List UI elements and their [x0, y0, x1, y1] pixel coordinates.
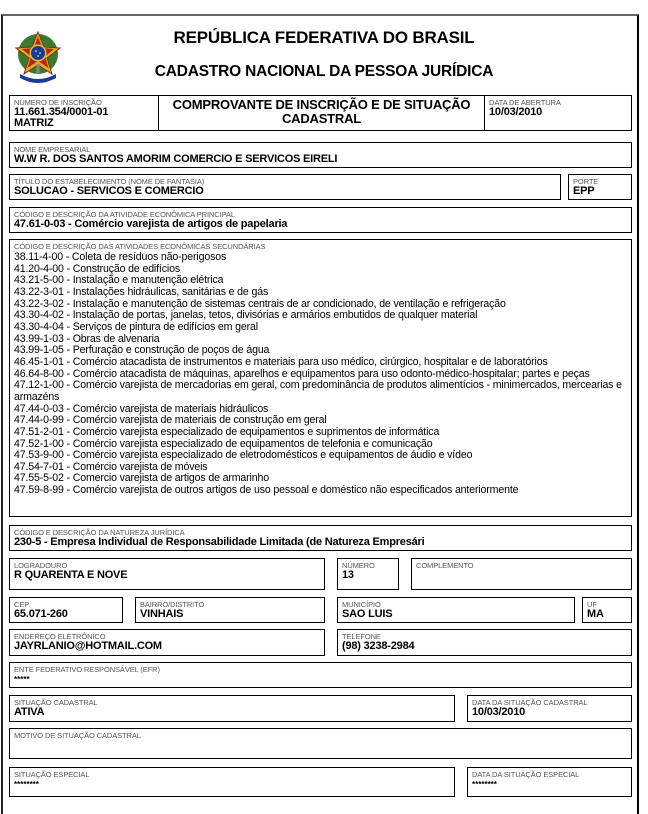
logradouro-value: R QUARENTA E NOVE — [14, 569, 128, 581]
atividade-secundaria-item: 47.54-7-01 - Comércio varejista de móveis — [14, 460, 208, 473]
inscricao-number: 11.661.354/0001-01 — [14, 106, 109, 118]
logradouro-box — [9, 558, 325, 590]
abertura-label: DATA DE ABERTURA — [489, 98, 561, 107]
atividade-secundaria-item: 47.53-9-00 - Comércio varejista especializado de eletrodomésticos e equipamentos de áudio e vídeo — [14, 449, 473, 462]
data-situacao-label: DATA DA SITUAÇÃO CADASTRAL — [472, 698, 588, 707]
municipio-value: SAO LUIS — [342, 608, 393, 620]
situacao-label: SITUAÇÃO CADASTRAL — [14, 698, 98, 707]
situacao-especial-value: ******** — [14, 780, 39, 789]
situacao-box — [9, 695, 455, 722]
porte-label: PORTE — [573, 177, 599, 186]
data-situacao-especial-value: ******** — [472, 780, 497, 789]
email-value: JAYRLANIO@HOTMAIL.COM — [14, 640, 162, 652]
logradouro-label: LOGRADOURO — [14, 561, 68, 570]
complemento-label: COMPLEMENTO — [416, 561, 474, 570]
titulo-box — [9, 174, 561, 200]
data-situacao-value: 10/03/2010 — [472, 706, 526, 718]
telefone-value: (98) 3238-2984 — [342, 640, 415, 652]
numero-label: NÚMERO — [342, 561, 375, 570]
telefone-box — [337, 629, 632, 656]
atividade-secundaria-item: 47.51-2-01 - Comércio varejista especializado de equipamentos e suprimentos de informática — [14, 425, 440, 438]
atividade-secundaria-item: 47.44-0-03 - Comércio varejista de materiais hidráulicos — [14, 402, 269, 415]
email-label: ENDEREÇO ELETRÔNICO — [14, 632, 106, 641]
page-title: REPÚBLICA FEDERATIVA DO BRASIL — [173, 28, 475, 47]
email-box — [9, 629, 325, 656]
atividade-secundaria-item: 43.30-4-04 - Serviços de pintura de edifícios em geral — [14, 320, 258, 333]
abertura-value: 10/03/2010 — [489, 106, 543, 118]
atividade-secundaria-item: 43.22-3-02 - Instalação e manutenção de sistemas centrais de ar condicionado, de ventilação e refrigeração — [14, 297, 506, 310]
situacao-especial-label: SITUAÇÃO ESPECIAL — [14, 770, 90, 779]
cep-value: 65.071-260 — [14, 608, 68, 620]
municipio-label: MUNICÍPIO — [342, 600, 381, 609]
atividades-secundarias-box — [9, 239, 632, 517]
atividades-secundarias-label: CÓDIGO E DESCRIÇÃO DAS ATIVIDADES ECONÔMICAS SECUNDÁRIAS — [14, 242, 266, 251]
bairro-label: BAIRRO/DISTRITO — [140, 600, 205, 609]
inscricao-type: MATRIZ — [14, 117, 54, 129]
atividade-secundaria-item: 47.52-1-00 - Comércio varejista especializado de equipamentos de telefonia e comunicação — [14, 437, 433, 450]
porte-value: EPP — [573, 185, 595, 197]
atividade-principal-label: CÓDIGO E DESCRIÇÃO DA ATIVIDADE ECONÔMICA PRINCIPAL — [14, 210, 235, 219]
atividade-secundaria-item: 47.44-0-99 - Comércio varejista de materiais de construção em geral — [14, 414, 327, 427]
natureza-juridica-value: 230-5 - Empresa Individual de Responsabilidade Limitada (de Natureza Empresári — [14, 536, 425, 548]
atividade-secundaria-item: 47.55-5-02 - Comercio varejista de artigos de armarinho — [14, 472, 269, 485]
atividade-principal-value: 47.61-0-03 - Comércio varejista de artigos de papelaria — [14, 218, 288, 230]
natureza-juridica-label: CÓDIGO E DESCRIÇÃO DA NATUREZA JURÍDICA — [14, 528, 185, 537]
telefone-label: TELEFONE — [342, 632, 381, 641]
nome-empresarial-label: NOME EMPRESARIAL — [14, 145, 91, 154]
nome-empresarial-value: W.W R. DOS SANTOS AMORIM COMERCIO E SERVICOS EIRELI — [14, 153, 338, 165]
data-situacao-box — [467, 695, 632, 722]
atividade-secundaria-item: 43.21-5-00 - Instalação e manutenção elétrica — [14, 274, 224, 287]
motivo-box — [9, 728, 632, 759]
data-situacao-especial-box — [467, 767, 632, 797]
bairro-box — [135, 597, 325, 623]
cep-label: CEP — [14, 600, 30, 609]
uf-value: MA — [587, 608, 604, 620]
abertura-box — [484, 95, 632, 131]
motivo-label: MOTIVO DE SITUAÇÃO CADASTRAL — [14, 731, 141, 740]
inscricao-box — [9, 95, 159, 131]
uf-box — [582, 597, 632, 623]
atividade-secundaria-item: 43.99-1-05 - Perfuração e construção de poços de água — [14, 344, 270, 357]
page-subtitle: CADASTRO NACIONAL DA PESSOA JURÍDICA — [154, 63, 494, 80]
atividade-secundaria-item: 47.59-8-99 - Comércio varejista de outros artigos de uso pessoal e doméstico não especificados anteriormente — [14, 484, 519, 497]
atividade-secundaria-item: 43.22-3-01 - Instalações hidráulicas, sanitárias e de gás — [14, 285, 269, 298]
numero-box — [337, 558, 399, 590]
atividades-secundarias-list — [14, 252, 627, 497]
atividade-secundaria-item: 43.30-4-02 - Instalação de portas, janelas, tetos, divisórias e armários embutidos de qualquer material — [14, 309, 478, 322]
uf-label: UF — [587, 600, 597, 609]
comprovante-title-line1: COMPROVANTE DE INSCRIÇÃO E DE SITUAÇÃO — [172, 97, 471, 112]
cep-box — [9, 597, 123, 623]
efr-label: ENTE FEDERATIVO RESPONSÁVEL (EFR) — [14, 665, 160, 674]
complemento-box — [411, 558, 632, 590]
inscricao-label: NÚMERO DE INSCRIÇÃO — [14, 98, 102, 107]
situacao-value: ATIVA — [14, 706, 45, 718]
bairro-value: VINHAIS — [140, 608, 184, 620]
atividade-secundaria-item: 41.20-4-00 - Construção de edifícios — [14, 262, 180, 275]
atividade-secundaria-item: 47.12-1-00 - Comércio varejista de mercadorias em geral, com predominância de produtos alimentícios - minimercados, mercearias e armazéns — [14, 379, 622, 403]
titulo-value: SOLUCAO - SERVICOS E COMERCIO — [14, 185, 204, 197]
atividade-secundaria-item: 38.11-4-00 - Coleta de resíduos não-perigosos — [14, 251, 227, 263]
atividade-secundaria-item: 46.45-1-01 - Comércio atacadista de instrumentos e materiais para uso médico, cirúrgico, hospitalar e de laboratórios — [14, 355, 548, 368]
numero-value: 13 — [342, 569, 354, 581]
atividade-principal-box — [9, 207, 632, 233]
atividade-secundaria-item: 46.64-8-00 - Comércio atacadista de máquinas, aparelhos e equipamentos para uso odonto-médico-hospitalar; partes e peças — [14, 367, 590, 380]
situacao-especial-box — [9, 767, 455, 797]
titulo-label: TÍTULO DO ESTABELECIMENTO (NOME DE FANTASIA) — [14, 177, 205, 186]
natureza-juridica-box — [9, 525, 632, 551]
porte-box — [568, 174, 632, 200]
comprovante-title-line2: CADASTRAL — [281, 111, 362, 126]
comprovante-box — [158, 95, 485, 131]
efr-box — [9, 662, 632, 688]
efr-value: ***** — [14, 675, 30, 684]
data-situacao-especial-label: DATA DA SITUAÇÃO ESPECIAL — [472, 770, 580, 779]
nome-empresarial-box — [9, 142, 632, 168]
atividade-secundaria-item: 43.99-1-03 - Obras de alvenaria — [14, 332, 160, 345]
municipio-box — [337, 597, 575, 623]
